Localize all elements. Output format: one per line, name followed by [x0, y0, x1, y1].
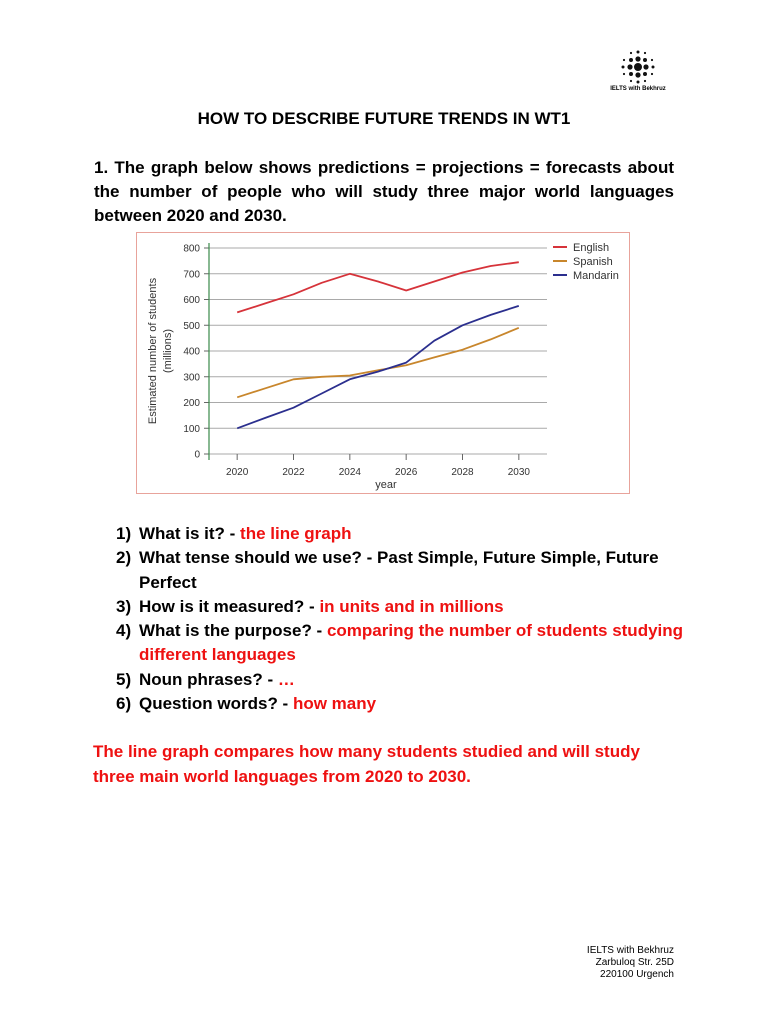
logo: [610, 50, 666, 92]
y-tick-label: 500: [183, 320, 200, 332]
question-number: 4): [116, 621, 132, 641]
y-tick-label: 200: [183, 398, 200, 409]
chart-svg: [137, 233, 629, 493]
question-number: 2): [116, 548, 132, 568]
logo-text: IELTS with Bekhruz: [610, 86, 666, 92]
legend-label: Spanish: [573, 256, 613, 268]
x-tick-label: 2026: [395, 467, 418, 478]
y-tick-label: 800: [183, 243, 200, 255]
question-item: [116, 692, 686, 716]
question-text: What is it? -: [139, 524, 241, 543]
question-text: How is it measured? -: [139, 596, 320, 616]
question-text: What tense should we use? - Past Simple, Future Simple, Future Perfect: [139, 548, 659, 592]
answer-text: …: [277, 669, 295, 689]
question-number: 3): [116, 596, 132, 616]
x-tick-label: 2020: [226, 467, 249, 478]
summary-paragraph: The line graph compares how many students studied and will study three main world languages from 2020 to 2030.: [93, 742, 640, 786]
question-item: [116, 546, 686, 595]
logo-dots-icon: [618, 50, 658, 84]
question-number: 5): [116, 669, 132, 689]
question-number: 1): [116, 524, 132, 543]
question-item: [116, 619, 686, 668]
answer-text: comparing the number of students studying different languages: [139, 621, 684, 665]
x-tick-label: 2022: [282, 467, 305, 478]
x-axis-title: year: [375, 479, 397, 491]
question-item: [116, 668, 686, 692]
question-text: Question words? -: [139, 694, 293, 714]
y-axis-title: Estimated number of students (millions): [147, 277, 174, 425]
y-tick-label: 600: [183, 295, 200, 306]
x-tick-label: 2030: [507, 467, 530, 478]
question-text: What is the purpose? -: [139, 621, 327, 641]
footer-address: [587, 945, 674, 981]
page-title: HOW TO DESCRIBE FUTURE TRENDS IN WT1: [197, 109, 571, 128]
footer-line: Zarbuloq Str. 25D: [595, 957, 674, 968]
question-item: [116, 595, 686, 619]
y-tick-label: 700: [183, 269, 200, 281]
question-list: [116, 522, 686, 716]
question-text: Noun phrases? -: [139, 669, 278, 689]
y-tick-label: 100: [183, 423, 200, 435]
question-number: 6): [116, 694, 132, 714]
line-chart: [136, 232, 630, 494]
question-item: [116, 522, 686, 546]
y-tick-label: 300: [183, 372, 200, 384]
series-line-english: [237, 262, 519, 312]
answer-text: the line graph: [240, 524, 352, 543]
legend-label: English: [573, 242, 610, 254]
intro-paragraph: 1. The graph below shows predictions = projections = forecasts about the number of people who will study three major world languages between 2020 and 2030.: [94, 158, 674, 225]
answer-text: how many: [292, 694, 377, 714]
y-tick-label: 0: [194, 449, 200, 461]
footer-line: 220100 Urgench: [600, 969, 674, 980]
series-line-mandarin: [237, 306, 519, 428]
footer-line: IELTS with Bekhruz: [586, 945, 674, 956]
x-tick-label: 2024: [338, 467, 361, 478]
x-tick-label: 2028: [451, 467, 474, 478]
series-line-spanish: [237, 328, 519, 398]
legend-label: Mandarin: [573, 270, 619, 282]
answer-text: in units and in millions: [319, 596, 504, 616]
y-tick-label: 400: [183, 346, 200, 358]
